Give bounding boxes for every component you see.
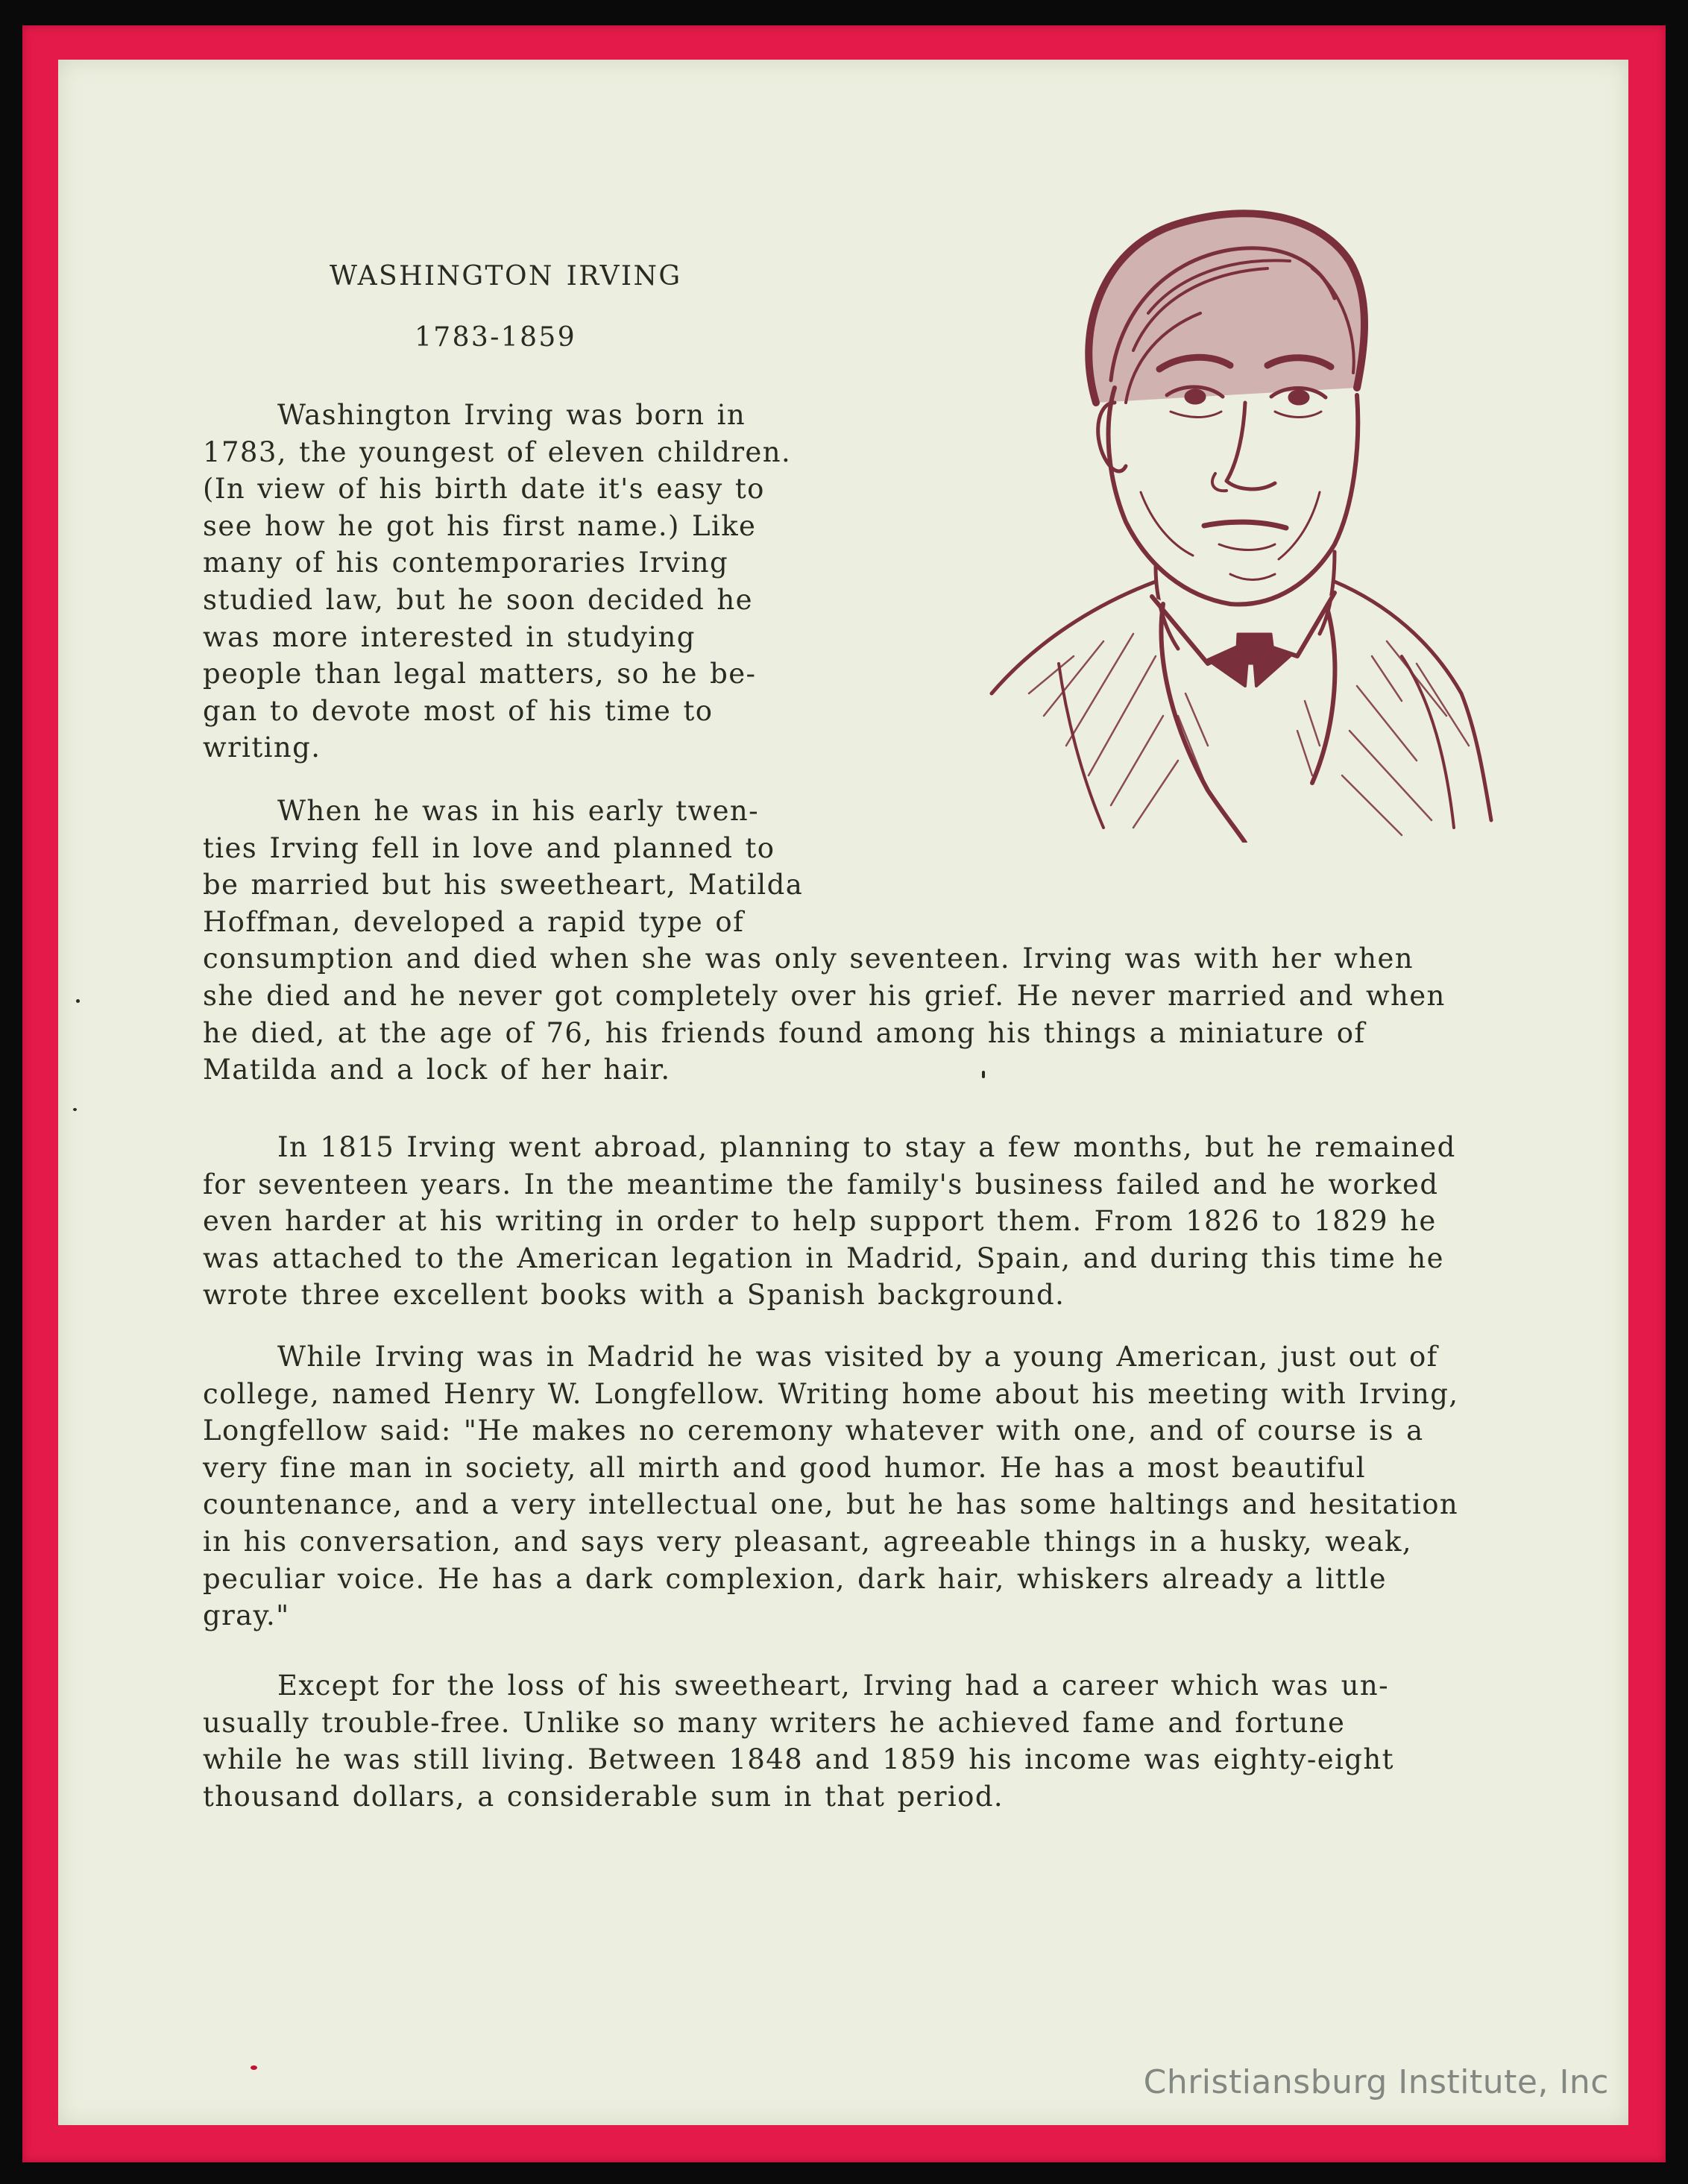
paragraph-birth [203,397,791,767]
text-line: When he was in his early twen- [277,795,760,827]
paper-speck [251,2065,257,2070]
text-line: she died and he never got completely over his grief. He never married and when [203,979,1446,1012]
text-line: for seventeen years. In the meantime the family's business failed and he worked [203,1168,1439,1200]
text-line: college, named Henry W. Longfellow. Writing home about his meeting with Irving, [203,1377,1459,1410]
page-title: WASHINGTON IRVING [330,261,682,292]
text-line: gan to devote most of his time to [203,694,714,727]
text-line: Matilda and a lock of her hair. [203,1054,671,1086]
life-dates: 1783-1859 [415,322,576,353]
text-line: peculiar voice. He has a dark complexion, dark hair, whiskers already a little [203,1562,1387,1595]
text-line: (In view of his birth date it's easy to [203,473,765,506]
text-line: In 1815 Irving went abroad, planning to stay a few months, but he remained [277,1131,1456,1163]
paper-speck [73,1108,77,1111]
text-line: people than legal matters, so he be- [203,658,757,690]
text-line: thousand dollars, a considerable sum in that period. [203,1780,1004,1813]
text-line: 1783, the youngest of eleven children. [203,435,792,468]
text-line: studied law, but he soon decided he [203,583,753,616]
text-line: countenance, and a very intellectual one, but he has some haltings and hesitation [203,1488,1459,1521]
text-line: Longfellow said: "He makes no ceremony whatever with one, and of course is a [203,1414,1424,1447]
text-line: Except for the loss of his sweetheart, Irving had a career which was un- [277,1670,1390,1702]
text-line: Washington Irving was born in [277,399,746,431]
paper-speck [76,999,80,1003]
portrait-illustration [984,179,1521,843]
text-line: many of his contemporaries Irving [203,547,729,579]
paragraph-career [203,1667,1394,1815]
text-line: in his conversation, and says very pleasant, agreeable things in a husky, weak, [203,1525,1412,1558]
text-line: writing. [203,731,321,764]
text-line: he died, at the age of 76, his friends found among his things a miniature of [203,1016,1366,1049]
text-line: gray." [203,1599,290,1632]
text-line: was attached to the American legation in Madrid, Spain, and during this time he [203,1242,1444,1274]
text-line: very fine man in society, all mirth and good humor. He has a most beautiful [203,1451,1367,1484]
text-line: be married but his sweetheart, Matilda [203,869,804,901]
paragraph-abroad [203,1129,1456,1314]
text-line: consumption and died when she was only seventeen. Irving was with her when [203,942,1414,975]
text-line: While Irving was in Madrid he was visited by a young American, just out of [277,1341,1438,1373]
text-line: usually trouble-free. Unlike so many writers he achieved fame and fortune [203,1706,1346,1739]
text-line: ties Irving fell in love and planned to [203,831,775,864]
text-line: while he was still living. Between 1848 and 1859 his income was eighty-eight [203,1743,1394,1776]
text-line: even harder at his writing in order to help support them. From 1826 to 1829 he [203,1205,1437,1238]
paper-speck [982,1071,985,1078]
text-line: was more interested in studying [203,620,696,653]
text-line: wrote three excellent books with a Spanish background. [203,1279,1065,1312]
watermark-credit: Christiansburg Institute, Inc [1143,2063,1609,2101]
paragraph-longfellow [203,1338,1458,1634]
text-line: Hoffman, developed a rapid type of [203,905,745,938]
text-line: see how he got his first name.) Like [203,509,757,542]
